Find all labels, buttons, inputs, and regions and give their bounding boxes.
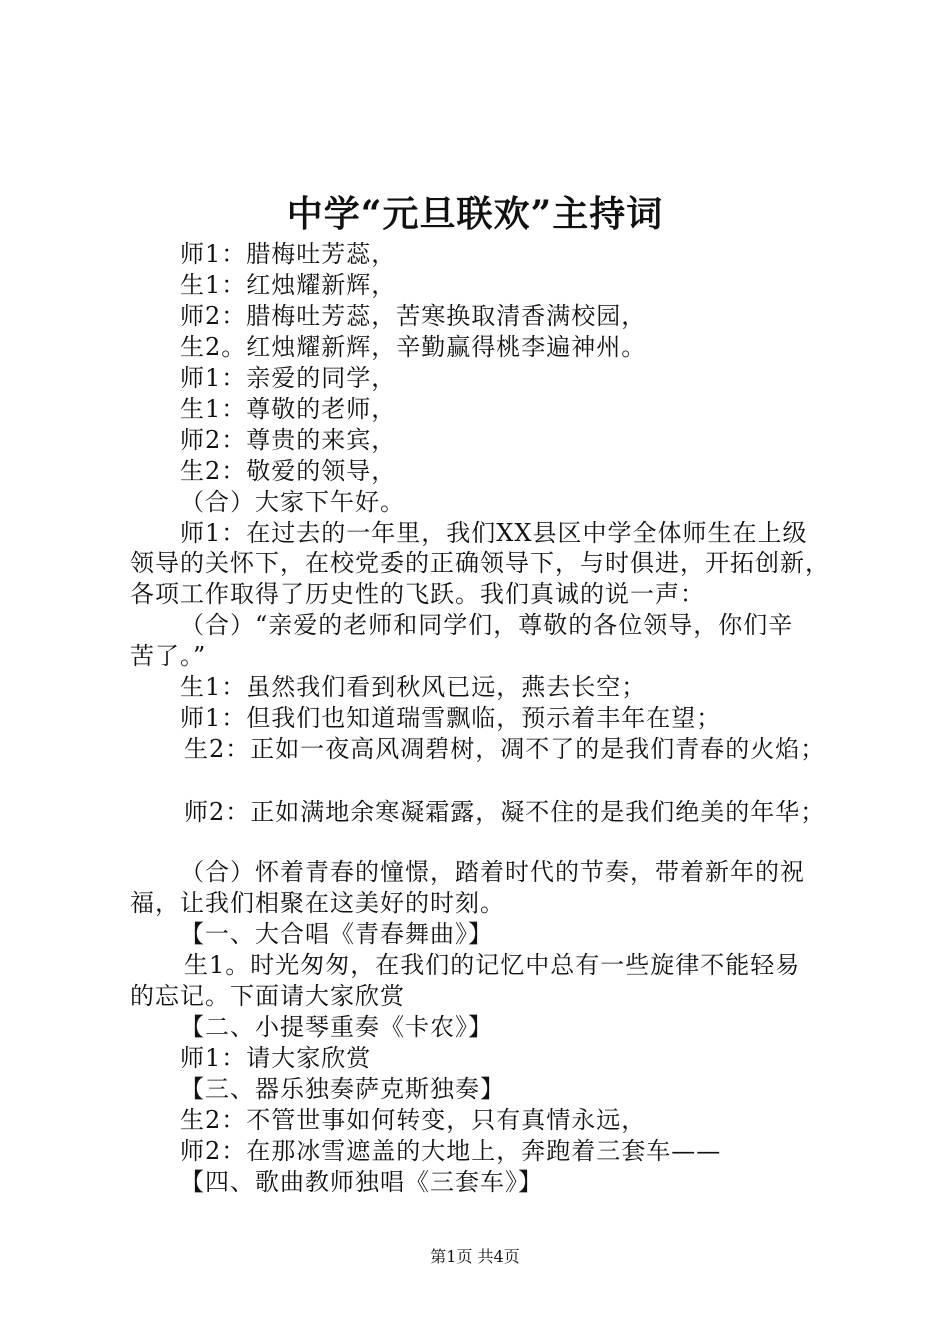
text-line: 领导的关怀下，在校党委的正确领导下，与时俱进，开拓创新， [130, 549, 830, 577]
text-line: 师1：但我们也知道瑞雪飘临，预示着丰年在望； [180, 704, 722, 732]
text-line: 师2：尊贵的来宾， [180, 426, 397, 454]
text-line: （合）大家下午好。 [180, 488, 405, 516]
text-line: 师1：请大家欣赏 [180, 1044, 372, 1072]
text-line: 生1：尊敬的老师， [180, 395, 397, 423]
text-line: 【四、歌曲教师独唱《三套车》】 [180, 1168, 543, 1196]
text-line: 【一、大合唱《青春舞曲》】 [180, 920, 493, 948]
text-line: 各项工作取得了历史性的飞跃。我们真诚的说一声： [130, 580, 705, 608]
text-line: 生1。时光匆匆，在我们的记忆中总有一些旋律不能轻易 [184, 951, 801, 979]
text-line: （合）怀着青春的憧憬，踏着时代的节奏，带着新年的祝 [180, 858, 805, 886]
text-line: 【三、器乐独奏萨克斯独奏】 [180, 1075, 505, 1103]
text-line: 生1：虽然我们看到秋风已远，燕去长空； [180, 673, 647, 701]
text-line: 生1：红烛耀新辉， [180, 271, 397, 299]
text-line: 生2：不管世事如何转变，只有真情永远， [180, 1106, 647, 1134]
text-line: 生2。红烛耀新辉，辛勤赢得桃李遍神州。 [180, 333, 647, 361]
text-line: 福，让我们相聚在这美好的时刻。 [130, 889, 505, 917]
text-line: 师1：亲爱的同学， [180, 364, 397, 392]
text-line: 师2：在那冰雪遮盖的大地上，奔跑着三套车—— [180, 1137, 722, 1165]
document-title: 中学“元旦联欢”主持词 [286, 193, 664, 235]
text-line: 师2：腊梅吐芳蕊，苦寒换取清香满校园， [180, 302, 647, 330]
text-line: 苦了。” [130, 642, 207, 670]
text-line: 【二、小提琴重奏《卡农》】 [180, 1013, 493, 1041]
text-line: 师1：在过去的一年里，我们XX县区中学全体师生在上级 [180, 519, 808, 547]
text-line: 师1：腊梅吐芳蕊， [180, 240, 397, 268]
text-line: 生2：正如一夜高风凋碧树，凋不了的是我们青春的火焰； [184, 735, 826, 763]
text-line: 师2：正如满地余寒凝霜露，凝不住的是我们绝美的年华； [184, 798, 826, 826]
text-line: 生2：敬爱的领导， [180, 457, 397, 485]
text-line: （合）“亲爱的老师和同学们，尊敬的各位领导，你们辛 [180, 611, 794, 639]
page-footer: 第1页 共4页 [430, 1247, 520, 1266]
text-line: 的忘记。下面请大家欣赏 [130, 982, 405, 1010]
